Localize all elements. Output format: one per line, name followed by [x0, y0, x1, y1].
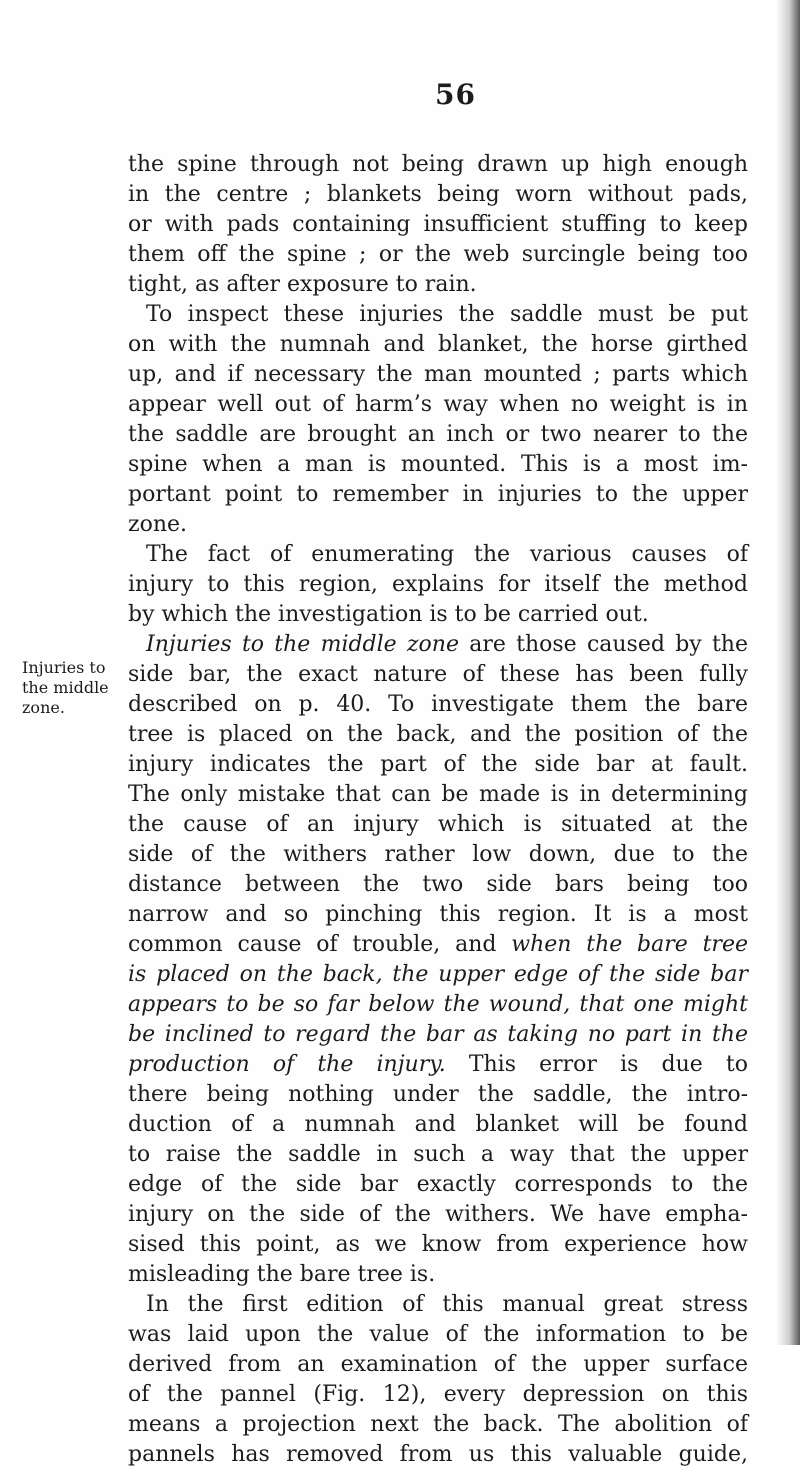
text-line-mixed [128, 930, 748, 960]
text-line: means a projection next the back. The abolition of [128, 1412, 748, 1437]
text-line: spine when a man is mounted. This is a most im- [128, 452, 748, 477]
text-line: injury indicates the part of the side bar at fault. [128, 752, 748, 777]
text-line: edge of the side bar exactly corresponds to the [128, 1172, 748, 1197]
text-line: there being nothing under the saddle, the intro- [128, 1082, 748, 1107]
text-line: appear well out of harm’s way when no weight is in [128, 392, 748, 417]
text-line: injury on the side of the withers. We have empha- [128, 1202, 748, 1227]
roman-phrase: This error is due to [445, 1052, 748, 1077]
roman-phrase: common cause of trouble, and [128, 932, 512, 957]
text-line: the cause of an injury which is situated at the [128, 812, 748, 837]
text-line: The only mistake that can be made is in determining [128, 782, 748, 807]
text-line: or with pads containing insufficient stuffing to keep [128, 212, 748, 237]
text-line: injury to this region, explains for itself the method [128, 572, 748, 597]
text-line: by which the investigation is to be carried out. [128, 602, 649, 627]
body-text [128, 150, 748, 1470]
text-line: in the centre ; blankets being worn without pads, [128, 182, 748, 207]
text-line: the saddle are brought an inch or two nearer to the [128, 422, 748, 447]
text-line: tight, as after exposure to rain. [128, 272, 477, 297]
text-line: derived from an examination of the upper surface [128, 1352, 748, 1377]
text-line-italic: appears to be so far below the wound, that one might [128, 992, 748, 1017]
text-line: side of the withers rather low down, due to the [128, 842, 748, 867]
italic-phrase: when the bare tree [511, 932, 748, 957]
margin-note [22, 658, 122, 718]
page-number: 56 [435, 78, 476, 111]
italic-phrase: production of the injury. [128, 1052, 446, 1077]
text-line-mixed [128, 1050, 748, 1080]
text-line: the spine through not being drawn up high enough [128, 152, 748, 177]
text-line: up, and if necessary the man mounted ; parts which [128, 362, 748, 387]
text-line: of the pannel (Fig. 12), every depression on this [128, 1382, 748, 1407]
text-line: zone. [128, 512, 188, 537]
text-line-italic: be inclined to regard the bar as taking no part in the [128, 1022, 748, 1047]
text-line: them off the spine ; or the web surcingle being too [128, 242, 748, 267]
text-line: The fact of enumerating the various causes of [146, 542, 748, 567]
text-line: was laid upon the value of the information to be [128, 1322, 748, 1347]
text-line: distance between the two side bars being too [128, 872, 748, 897]
roman-phrase: are those caused by the [458, 632, 748, 657]
italic-phrase: Injuries to the middle zone [146, 632, 459, 657]
text-line: portant point to remember in injuries to the upper [128, 482, 748, 507]
text-line: In the first edition of this manual great stress [146, 1292, 748, 1317]
text-line: misleading the bare tree is. [128, 1262, 436, 1287]
margin-note-line: zone. [22, 698, 65, 717]
text-line: duction of a numnah and blanket will be found [128, 1112, 748, 1137]
text-line: to raise the saddle in such a way that the upper [128, 1142, 748, 1167]
text-line: To inspect these injuries the saddle must be put [146, 302, 748, 327]
text-line: on with the numnah and blanket, the horse girthed [128, 332, 748, 357]
text-line-italic: is placed on the back, the upper edge of the side bar [128, 962, 748, 987]
text-line: pannels has removed from us this valuable guide, [128, 1442, 748, 1467]
text-line: tree is placed on the back, and the position of the [128, 722, 748, 747]
margin-note-line: Injuries to [22, 658, 106, 677]
margin-note-line: the middle [22, 678, 109, 697]
page-edge-shadow [776, 0, 800, 1345]
text-line: sised this point, as we know from experience how [128, 1232, 748, 1257]
text-line: narrow and so pinching this region. It is a most [128, 902, 748, 927]
text-line: described on p. 40. To investigate them the bare [128, 692, 748, 717]
text-line-mixed [128, 630, 748, 660]
text-line: side bar, the exact nature of these has been fully [128, 662, 748, 687]
